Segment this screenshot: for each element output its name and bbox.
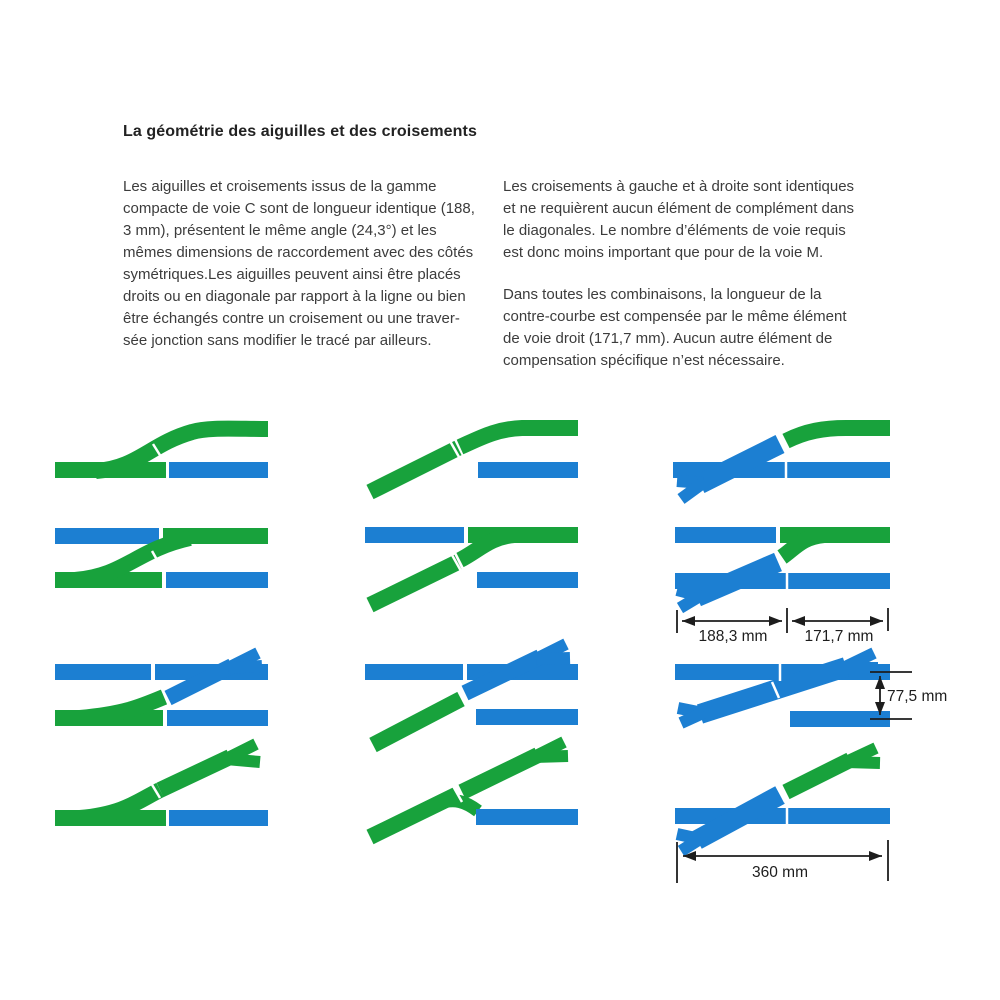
track-diagonal — [370, 448, 458, 492]
dimension-label-total-length: 360 mm — [752, 864, 808, 881]
body-text-line: Les aiguilles et croisements issus de la gamme — [123, 178, 437, 195]
diagram-r1c2-left-turnout-diagonal-position — [370, 428, 578, 492]
diagram-r4c1-crossing-diagonal-from-straight — [55, 744, 268, 818]
body-text-line: compacte de voie C sont de longueur identique (188, — [123, 200, 475, 217]
track-fork-prong — [680, 596, 700, 608]
track-fork-prong — [536, 658, 570, 659]
track-curve — [786, 428, 890, 441]
body-text-line: et ne requièrent aucun élément de complément dans — [503, 200, 855, 217]
track-fork-prong — [846, 762, 880, 763]
body-text-line: être échangés contre un croisement ou une traver- — [123, 310, 460, 327]
track-fork-prong — [534, 756, 568, 757]
diagram-r2c2-left-turnout-s-connection-diagonal — [365, 535, 578, 605]
body-text-line: sée jonction sans modifier le tracé par ailleurs. — [123, 332, 432, 349]
diagram-r4c2-crossing-diagonal-position — [370, 742, 578, 837]
diagram-r1c1-left-turnout-straight-position — [55, 429, 268, 471]
body-text-line: contre-courbe est compensée par le même élément — [503, 308, 847, 325]
body-text-line: mêmes dimensions de raccordement avec des côtés — [123, 244, 474, 261]
body-text-line: Dans toutes les combinaisons, la longueur de la — [503, 286, 822, 303]
track-diagonal — [786, 760, 850, 792]
body-text-line: symétriques.Les aiguilles peuvent ainsi être placés — [123, 266, 461, 283]
body-text-line: le diagonales. Le nombre d’éléments de voie requis — [503, 222, 846, 239]
body-text-line: Les croisements à gauche et à droite sont identiques — [503, 178, 855, 195]
diagram-r3c1-crossing-left-straight-position — [55, 653, 268, 718]
track-diagonal — [370, 562, 458, 605]
diagram-r3c3-double-crossing-track-spacing — [675, 653, 947, 723]
diagram-r1c3-crossing-with-counter-curve — [673, 428, 890, 499]
page-title: La géométrie des aiguilles et des croisements — [123, 123, 477, 140]
diagram-r2c3-turnout-and-crossing-combination — [675, 535, 890, 608]
dimension-label-turnout-length: 188,3 mm — [698, 628, 768, 645]
track-diagonal — [373, 699, 461, 745]
diagram-r3c2-crossing-left-diagonal-position — [365, 644, 578, 745]
body-text-line: droits ou en diagonale par rapport à la ligne ou bien — [123, 288, 466, 305]
track-fork-prong — [226, 759, 260, 762]
track-fork-prong — [228, 666, 262, 668]
track-diagonal — [160, 757, 230, 790]
track-diagonal — [462, 755, 538, 792]
dimension-turnout-lengths — [677, 608, 888, 645]
diagram-r2c1-left-turnout-s-connection-straight — [55, 536, 268, 580]
body-text-line: de voie droit (171,7 mm). Aucun autre élément de — [503, 330, 833, 347]
body-text-line: est donc moins important que pour de la voie M. — [503, 244, 824, 261]
track-curve — [460, 428, 578, 447]
diagram-r4c3-crossing-combination-total-length — [675, 748, 890, 883]
body-text-line: 3 mm), présentent le même angle (24,3°) et les — [123, 222, 437, 239]
dimension-label-compensation-straight: 171,7 mm — [804, 628, 874, 645]
body-text-line: compensation spécifique n’est nécessaire. — [503, 352, 785, 369]
dimension-label-track-spacing: 77,5 mm — [887, 688, 948, 705]
